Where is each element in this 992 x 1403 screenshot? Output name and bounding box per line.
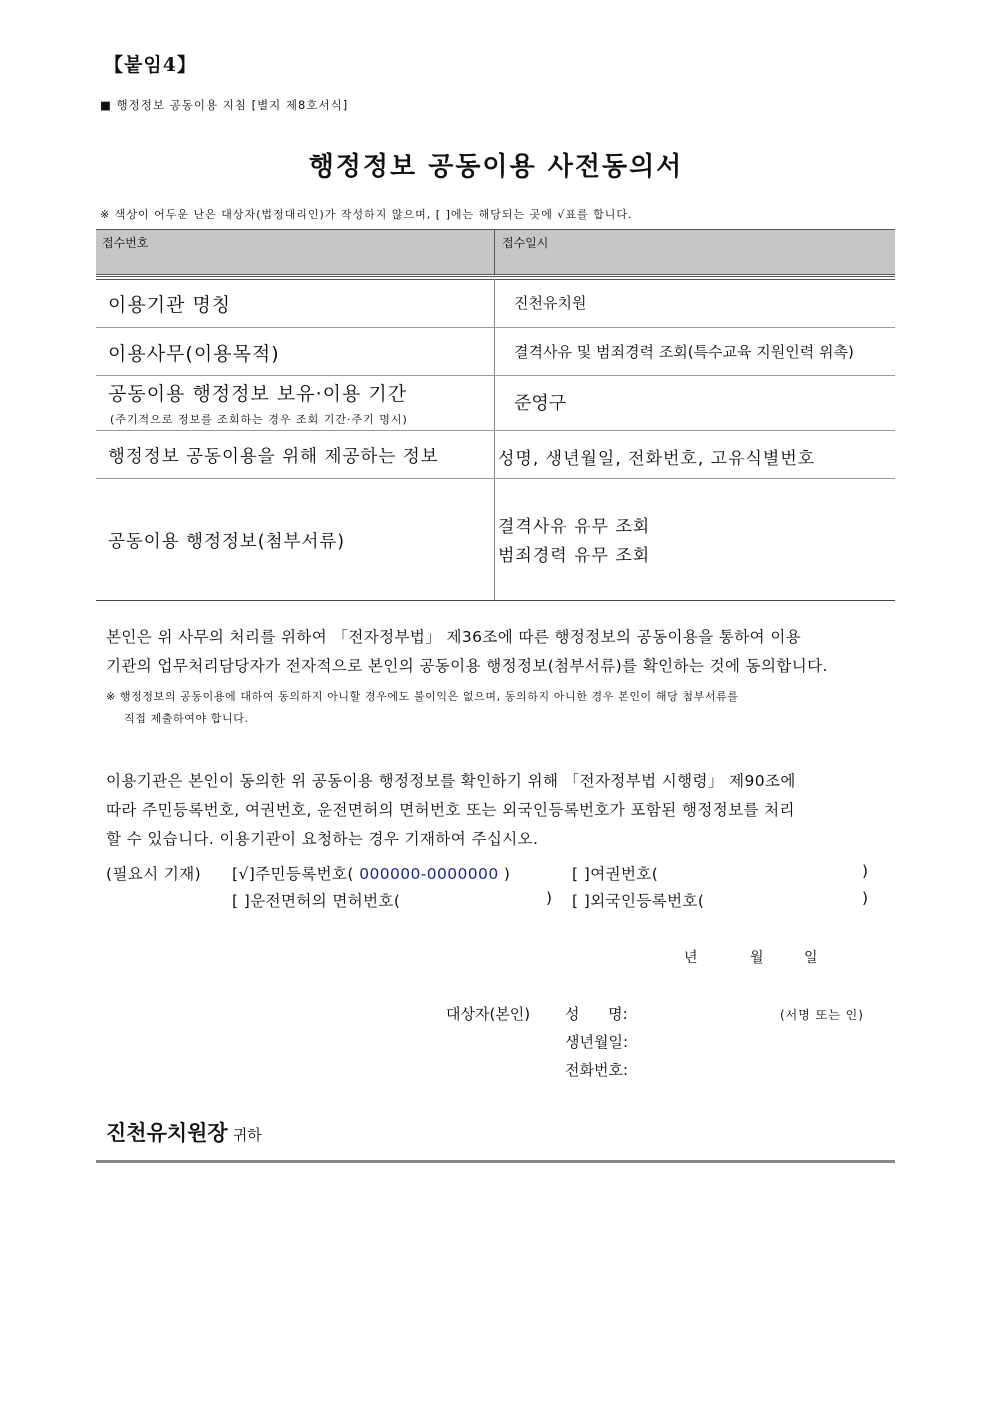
period-label: 공동이용 행정정보 보유·이용 기간 bbox=[108, 383, 408, 405]
table-bottom-line bbox=[96, 600, 895, 601]
table-row bbox=[96, 431, 895, 479]
note-line: ※ 행정정보의 공동이용에 대하여 동의하지 아니할 경우에도 불이익은 없으며, 동의하지 아니한 경우 본인이 해당 첨부서류를 bbox=[106, 690, 739, 703]
period-sub: (주기적으로 정보를 조회하는 경우 조회 기간·주기 명시) bbox=[110, 413, 408, 426]
consent-line: 본인은 위 사무의 처리를 위하여 「전자정부법」 제36조에 따른 행정정보의 공동이용을 통하여 이용 bbox=[106, 628, 802, 646]
resident-close: ) bbox=[503, 865, 511, 883]
period-value: 준영구 bbox=[514, 393, 567, 414]
id-line: 할 수 있습니다. 이용기관이 요청하는 경우 기재하여 주십시오. bbox=[106, 830, 539, 848]
driver-license-field[interactable]: [ ]운전면허의 면허번호( bbox=[232, 892, 401, 910]
table-row bbox=[96, 376, 895, 431]
receipt-number-label: 접수번호 bbox=[102, 236, 149, 250]
form-reference: ■ 행정정보 공동이용 지침 [별지 제8호서식] bbox=[100, 98, 349, 112]
shade-note: ※ 색상이 어두운 난은 대상자(법정대리인)가 작성하지 않으며, [ ]에는 해당되는 곳에 √표를 합니다. bbox=[100, 208, 633, 221]
recipient-name: 진천유치원장 bbox=[106, 1121, 228, 1145]
task-value: 결격사유 및 범죄경력 조회(특수교육 지원인력 위촉) bbox=[514, 343, 854, 361]
date-month: 월 bbox=[750, 950, 764, 966]
consent-note bbox=[106, 686, 881, 730]
sign-note: (서명 또는 인) bbox=[780, 1008, 864, 1022]
id-paragraph bbox=[106, 767, 876, 854]
header-divider bbox=[494, 230, 495, 274]
recipient bbox=[106, 1117, 262, 1147]
attachment-label: 【붙임4】 bbox=[104, 54, 197, 76]
provided-value: 성명, 생년월일, 전화번호, 고유식별번호 bbox=[498, 449, 816, 469]
resident-checkbox-label: [√]주민등록번호( bbox=[232, 865, 354, 883]
table-row bbox=[96, 327, 895, 376]
table-row bbox=[96, 479, 895, 600]
date-day: 일 bbox=[804, 950, 818, 966]
driver-close: ) bbox=[546, 889, 553, 907]
birth-label: 생년월일: bbox=[565, 1033, 629, 1051]
docs-value-2: 범죄경력 유무 조회 bbox=[498, 546, 651, 566]
receipt-date-label: 접수일시 bbox=[502, 236, 549, 250]
passport-field[interactable]: [ ]여권번호( bbox=[572, 865, 659, 883]
id-line: 따라 주민등록번호, 여권번호, 운전면허의 면허번호 또는 외국인등록번호가 포함된 행정정보를 처리 bbox=[106, 801, 795, 819]
table-row bbox=[96, 279, 895, 328]
task-label: 이용사무(이용목적) bbox=[108, 343, 280, 365]
consent-table bbox=[96, 279, 895, 601]
id-line: 이용기관은 본인이 동의한 위 공동이용 행정정보를 확인하기 위해 「전자정부법 시행령」 제90조에 bbox=[106, 772, 796, 790]
note-line: 직접 제출하여야 합니다. bbox=[124, 712, 249, 725]
provided-label: 행정정보 공동이용을 위해 제공하는 정보 bbox=[108, 447, 439, 467]
subject-label: 대상자(본인) bbox=[446, 1005, 531, 1023]
docs-value-1: 결격사유 유무 조회 bbox=[498, 517, 651, 537]
document-title: 행정정보 공동이용 사전동의서 bbox=[308, 152, 684, 182]
org-value: 진천유치원 bbox=[514, 294, 587, 312]
org-label: 이용기관 명칭 bbox=[108, 294, 232, 316]
optional-label: (필요시 기재) bbox=[106, 865, 202, 883]
phone-label: 전화번호: bbox=[565, 1061, 629, 1079]
passport-close: ) bbox=[862, 862, 869, 880]
consent-paragraph bbox=[106, 623, 876, 681]
resident-number-field[interactable] bbox=[232, 862, 510, 884]
consent-line: 기관의 업무처리담당자가 전자적으로 본인의 공동이용 행정정보(첨부서류)를 확인하는 것에 동의합니다. bbox=[106, 657, 828, 675]
date-year: 년 bbox=[684, 950, 698, 966]
footer-line bbox=[96, 1160, 895, 1163]
name-label: 성 명: bbox=[565, 1005, 628, 1023]
foreigner-field[interactable]: [ ]외국인등록번호( bbox=[572, 892, 705, 910]
foreigner-close: ) bbox=[862, 889, 869, 907]
resident-number-value: 000000-0000000 bbox=[359, 865, 499, 883]
docs-label: 공동이용 행정정보(첨부서류) bbox=[108, 532, 346, 552]
receipt-header bbox=[96, 229, 895, 275]
recipient-honorific: 귀하 bbox=[232, 1126, 262, 1144]
